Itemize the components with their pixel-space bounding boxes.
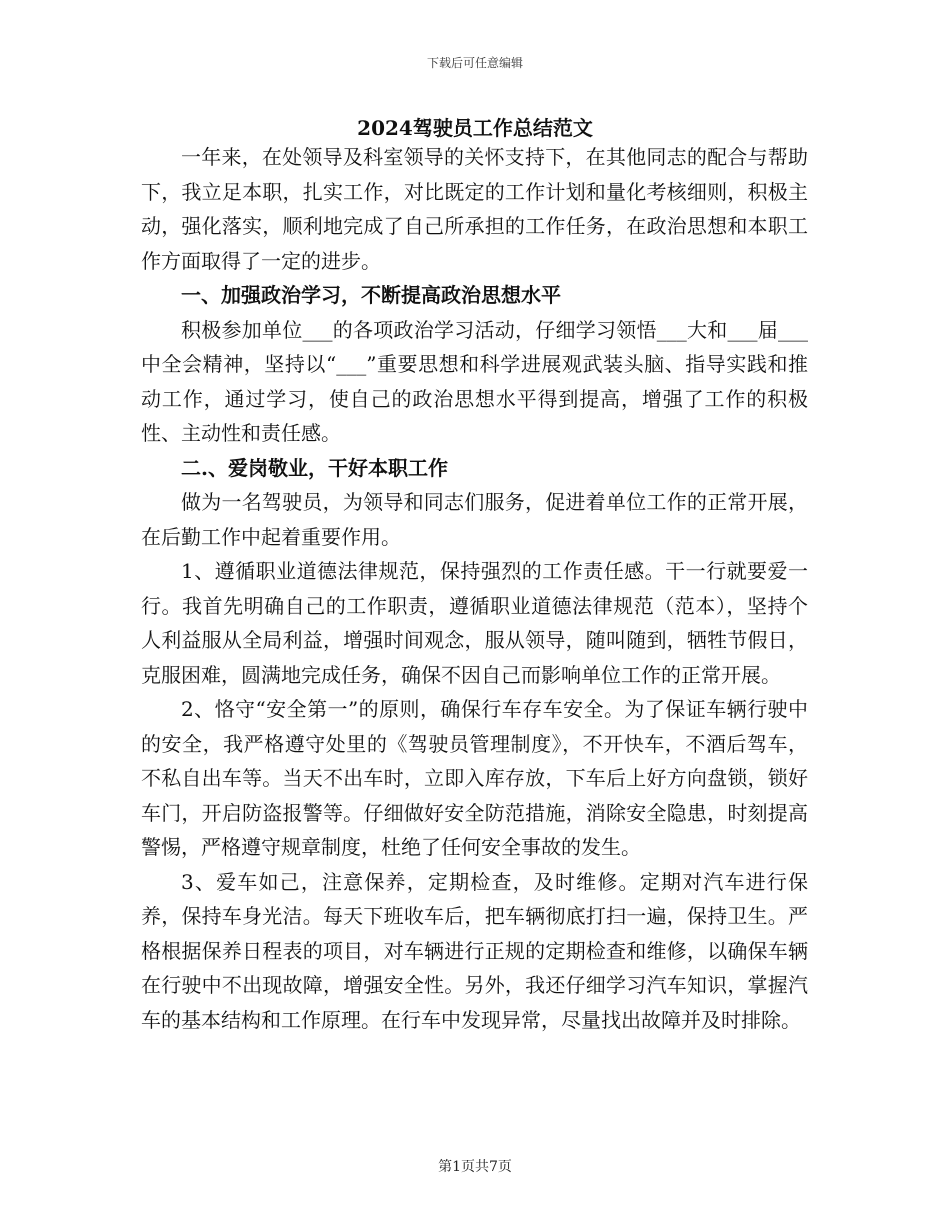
intro-paragraph: 一年来，在处领导及科室领导的关怀支持下，在其他同志的配合与帮助下，我立足本职，扎实工作，对比既定的工作计划和量化考核细则，积极主动，强化落实，顺利地完成了自己所承担的工作任务，在政治思想和本职工作方面取得了一定的进步。: [141, 145, 808, 273]
document-body: [141, 140, 808, 1037]
item-1-paragraph: 1、遵循职业道德法律规范，保持强烈的工作责任感。干一行就要爱一行。我首先明确自己的工作职责，遵循职业道德法律规范（范本），坚持个人利益服从全局利益，增强时间观念，服从领导，随叫随到，牺牲节假日，克服困难，圆满地完成任务，确保不因自己而影响单位工作的正常开展。: [141, 559, 808, 687]
item-2-paragraph: 2、恪守“安全第一”的原则，确保行车存车安全。为了保证车辆行驶中的安全，我严格遵守处里的《驾驶员管理制度》，不开快车，不酒后驾车，不私自出车等。当天不出车时，立即入库存放，下车后上好方向盘锁，锁好车门，开启防盗报警等。仔细做好安全防范措施，消除安全隐患，时刻提高警惕，严格遵守规章制度，杜绝了任何安全事故的发生。: [141, 697, 808, 859]
section-1-paragraph: 积极参加单位___的各项政治学习活动，仔细学习领悟___大和___届___中全会精神，坚持以“___”重要思想和科学进展观武装头脑、指导实践和推动工作，通过学习，使自己的政治思想水平得到提高，增强了工作的积极性、主动性和责任感。: [141, 317, 808, 445]
section-2-intro-paragraph: 做为一名驾驶员，为领导和同志们服务，促进着单位工作的正常开展，在后勤工作中起着重要作用。: [141, 490, 808, 549]
document-title: 2024驾驶员工作总结范文: [357, 116, 593, 140]
section-heading-1: 一、加强政治学习，不断提高政治思想水平: [181, 283, 561, 307]
section-heading-2: 二.、爱岗敬业，干好本职工作: [181, 455, 448, 480]
page-number-footer: 第1页共7页: [438, 1159, 512, 1175]
header-watermark: 下载后可任意编辑: [426, 56, 523, 70]
item-3-paragraph: 3、爱车如己，注意保养，定期检查，及时维修。定期对汽车进行保养，保持车身光洁。每天下班收车后，把车辆彻底打扫一遍，保持卫生。严格根据保养日程表的项目，对车辆进行正规的定期检查和维修，以确保车辆在行驶中不出现故障，增强安全性。另外，我还仔细学习汽车知识，掌握汽车的基本结构和工作原理。在行车中发现异常，尽量找出故障并及时排除。: [141, 869, 808, 1032]
